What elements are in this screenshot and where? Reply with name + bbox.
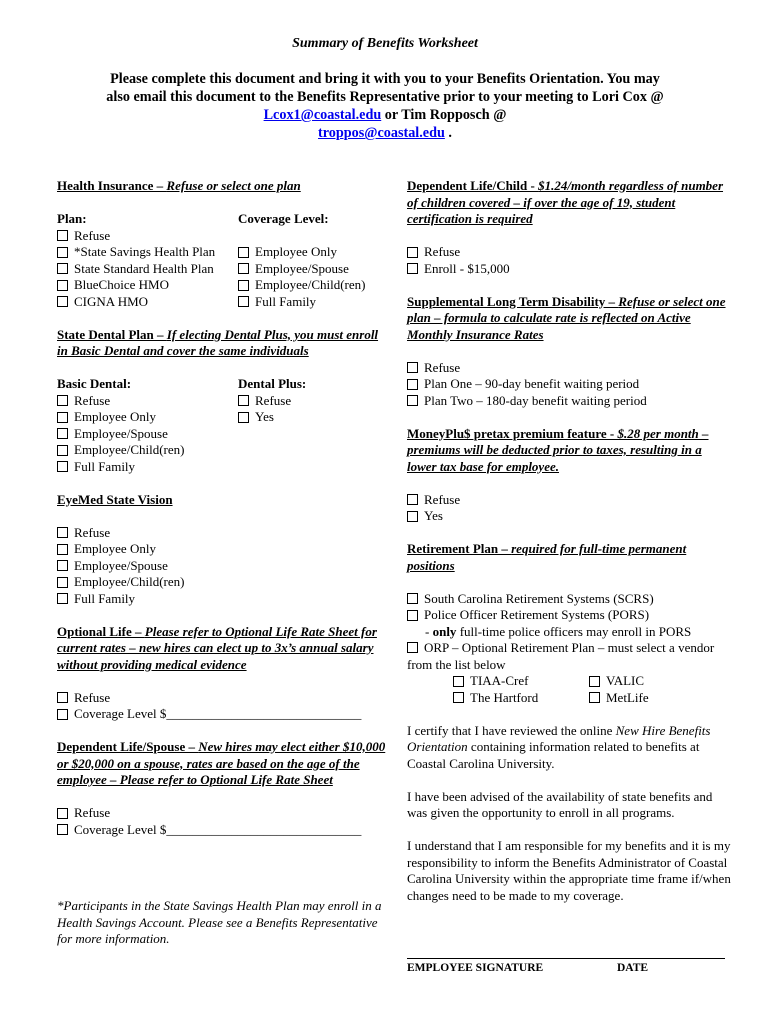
vision-spouse[interactable]: Employee/Spouse	[57, 558, 387, 575]
checkbox[interactable]	[57, 709, 68, 720]
coverage-option-spouse[interactable]: Employee/Spouse	[238, 261, 365, 278]
checkbox[interactable]	[407, 642, 418, 653]
checkbox[interactable]	[589, 676, 600, 687]
email-link-tim-ropposch[interactable]: troppos@coastal.edu	[318, 125, 445, 141]
checkbox[interactable]	[407, 379, 418, 390]
checkbox[interactable]	[238, 280, 249, 291]
checkbox[interactable]	[238, 247, 249, 258]
checkbox[interactable]	[57, 527, 68, 538]
checkbox[interactable]	[57, 247, 68, 258]
checkbox[interactable]	[589, 692, 600, 703]
page-title: Summary of Benefits Worksheet	[292, 36, 478, 51]
checkbox[interactable]	[453, 692, 464, 703]
vision-heading: EyeMed State Vision	[57, 491, 173, 507]
dependent-spouse-coverage[interactable]: Coverage Level $______________________________	[57, 822, 387, 839]
coverage-label: Coverage Level:	[238, 211, 329, 226]
footnote: *Participants in the State Savings Health Plan may enroll in a Health Savings Account. Please see a Benefits Representative for more information.	[57, 898, 382, 946]
plan-option-bluechoice[interactable]: BlueChoice HMO	[57, 277, 238, 294]
moneyplus-refuse[interactable]: Refuse	[407, 492, 732, 509]
ltd-refuse[interactable]: Refuse	[407, 360, 732, 377]
checkbox[interactable]	[57, 296, 68, 307]
optional-life-coverage[interactable]: Coverage Level $______________________________	[57, 706, 387, 723]
checkbox[interactable]	[407, 362, 418, 373]
right-column	[407, 178, 732, 904]
checkbox[interactable]	[57, 692, 68, 703]
retirement-orp[interactable]: ORP – Optional Retirement Plan – must select a vendor from the list below	[407, 640, 715, 672]
basic-dental-refuse[interactable]: Refuse	[57, 393, 238, 410]
intro-text-3: .	[444, 125, 452, 141]
date-label: DATE	[617, 962, 649, 974]
checkbox[interactable]	[57, 412, 68, 423]
plan-option-refuse[interactable]: Refuse	[57, 228, 238, 245]
coverage-option-children[interactable]: Employee/Child(ren)	[238, 277, 365, 294]
checkbox[interactable]	[57, 560, 68, 571]
moneyplus-heading: MoneyPlu$ pretax premium feature - $.28 per month – premiums will be deducted prior to taxes, resulting in a lower tax base for employee.	[407, 425, 709, 474]
ltd-heading: Supplemental Long Term Disability – Refuse or select one plan – formula to calculate rate is reflected on Active Monthly Insurance Rates	[407, 293, 726, 342]
plan-label: Plan:	[57, 211, 87, 226]
plan-option-savings[interactable]: *State Savings Health Plan	[57, 244, 238, 261]
ltd-plan-two[interactable]: Plan Two – 180-day benefit waiting period	[407, 393, 732, 410]
checkbox[interactable]	[407, 511, 418, 522]
plan-option-cigna[interactable]: CIGNA HMO	[57, 294, 238, 311]
checkbox[interactable]	[407, 610, 418, 621]
checkbox[interactable]	[57, 544, 68, 555]
certify-paragraph-3: I understand that I am responsible for my benefits and it is my responsibility to inform the Benefits Administrator of Coastal Carolina University within the appropriate time frame if/when changes need to be made to my coverage.	[407, 838, 731, 903]
checkbox[interactable]	[57, 230, 68, 241]
left-column	[57, 178, 387, 838]
vision-employee[interactable]: Employee Only	[57, 541, 387, 558]
vendor-the-hartford[interactable]: The Hartford	[453, 690, 589, 707]
vendor-options	[407, 673, 732, 706]
vision-children[interactable]: Employee/Child(ren)	[57, 574, 387, 591]
signature-labels	[407, 962, 725, 974]
basic-dental-spouse[interactable]: Employee/Spouse	[57, 426, 238, 443]
certify-paragraph-1: I certify that I have reviewed the online New Hire Benefits Orientation containing information related to benefits at Coastal Carolina University.	[407, 722, 711, 771]
checkbox[interactable]	[407, 395, 418, 406]
intro-text: Please complete this document and bring it with you to your Benefits Orientation. You may also email this document to the Benefits Representative prior to your meeting to Lori Cox @	[106, 71, 664, 105]
basic-dental-children[interactable]: Employee/Child(ren)	[57, 442, 238, 459]
checkbox[interactable]	[407, 247, 418, 258]
moneyplus-yes[interactable]: Yes	[407, 508, 732, 525]
ltd-plan-one[interactable]: Plan One – 90-day benefit waiting period	[407, 376, 732, 393]
signature-label: EMPLOYEE SIGNATURE	[407, 962, 544, 974]
plan-option-standard[interactable]: State Standard Health Plan	[57, 261, 238, 278]
coverage-option-family[interactable]: Full Family	[238, 294, 365, 311]
dental-plus-refuse[interactable]: Refuse	[238, 393, 306, 410]
checkbox[interactable]	[407, 593, 418, 604]
dental-options	[57, 376, 387, 475]
optional-life-heading: Optional Life – Please refer to Optional Life Rate Sheet for current rates – new hires can elect up to 3x’s annual salary without providing medical evidence	[57, 623, 377, 672]
checkbox[interactable]	[238, 395, 249, 406]
retirement-pors[interactable]: Police Officer Retirement Systems (PORS)	[407, 607, 732, 624]
basic-dental-employee[interactable]: Employee Only	[57, 409, 238, 426]
checkbox[interactable]	[57, 280, 68, 291]
checkbox[interactable]	[238, 263, 249, 274]
signature-line[interactable]	[407, 958, 725, 959]
vendor-valic[interactable]: VALIC	[589, 673, 649, 690]
dependent-spouse-heading: Dependent Life/Spouse – New hires may elect either $10,000 or $20,000 on a spouse, rates are based on the age of the employee – Please refer to Optional Life Rate Sheet	[57, 739, 386, 787]
dependent-spouse-refuse[interactable]: Refuse	[57, 805, 387, 822]
checkbox[interactable]	[57, 395, 68, 406]
basic-dental-label: Basic Dental:	[57, 376, 132, 391]
checkbox[interactable]	[453, 676, 464, 687]
dental-heading: State Dental Plan – If electing Dental Plus, you must enroll in Basic Dental and cover the same individuals	[57, 326, 379, 358]
checkbox[interactable]	[57, 428, 68, 439]
health-options	[57, 211, 387, 310]
optional-life-refuse[interactable]: Refuse	[57, 690, 387, 707]
checkbox[interactable]	[407, 494, 418, 505]
checkbox[interactable]	[238, 296, 249, 307]
checkbox[interactable]	[57, 593, 68, 604]
retirement-heading: Retirement Plan – required for full-time permanent positions	[407, 541, 687, 573]
retirement-scrs[interactable]: South Carolina Retirement Systems (SCRS)	[407, 591, 732, 608]
health-heading: Health Insurance – Refuse or select one plan	[57, 178, 301, 193]
checkbox[interactable]	[57, 461, 68, 472]
intro-text-2: or Tim Ropposch @	[381, 107, 507, 123]
vision-family[interactable]: Full Family	[57, 591, 387, 608]
checkbox[interactable]	[407, 263, 418, 274]
vision-refuse[interactable]: Refuse	[57, 525, 387, 542]
intro-paragraph	[100, 70, 670, 142]
dependent-child-refuse[interactable]: Refuse	[407, 244, 732, 261]
dependent-child-enroll[interactable]: Enroll - $15,000	[407, 261, 732, 278]
checkbox[interactable]	[238, 412, 249, 423]
basic-dental-family[interactable]: Full Family	[57, 459, 238, 476]
pors-note: - only full-time police officers may enroll in PORS	[425, 623, 692, 639]
checkbox[interactable]	[57, 824, 68, 835]
certify-paragraph-2: I have been advised of the availability of state benefits and was given the opportunity to enroll in all programs.	[407, 788, 713, 820]
vendor-tiaa-cref[interactable]: TIAA-Cref	[453, 673, 589, 690]
checkbox[interactable]	[57, 445, 68, 456]
vendor-metlife[interactable]: MetLife	[589, 690, 649, 707]
checkbox[interactable]	[57, 263, 68, 274]
dental-plus-yes[interactable]: Yes	[238, 409, 306, 426]
dental-plus-label: Dental Plus:	[238, 376, 307, 391]
dependent-child-heading: Dependent Life/Child - $1.24/month regardless of number of children covered – if over the age of 19, student certification is required	[407, 178, 724, 226]
coverage-option-employee[interactable]: Employee Only	[238, 244, 365, 261]
checkbox[interactable]	[57, 577, 68, 588]
checkbox[interactable]	[57, 808, 68, 819]
email-link-lori-cox[interactable]: Lcox1@coastal.edu	[263, 107, 382, 123]
